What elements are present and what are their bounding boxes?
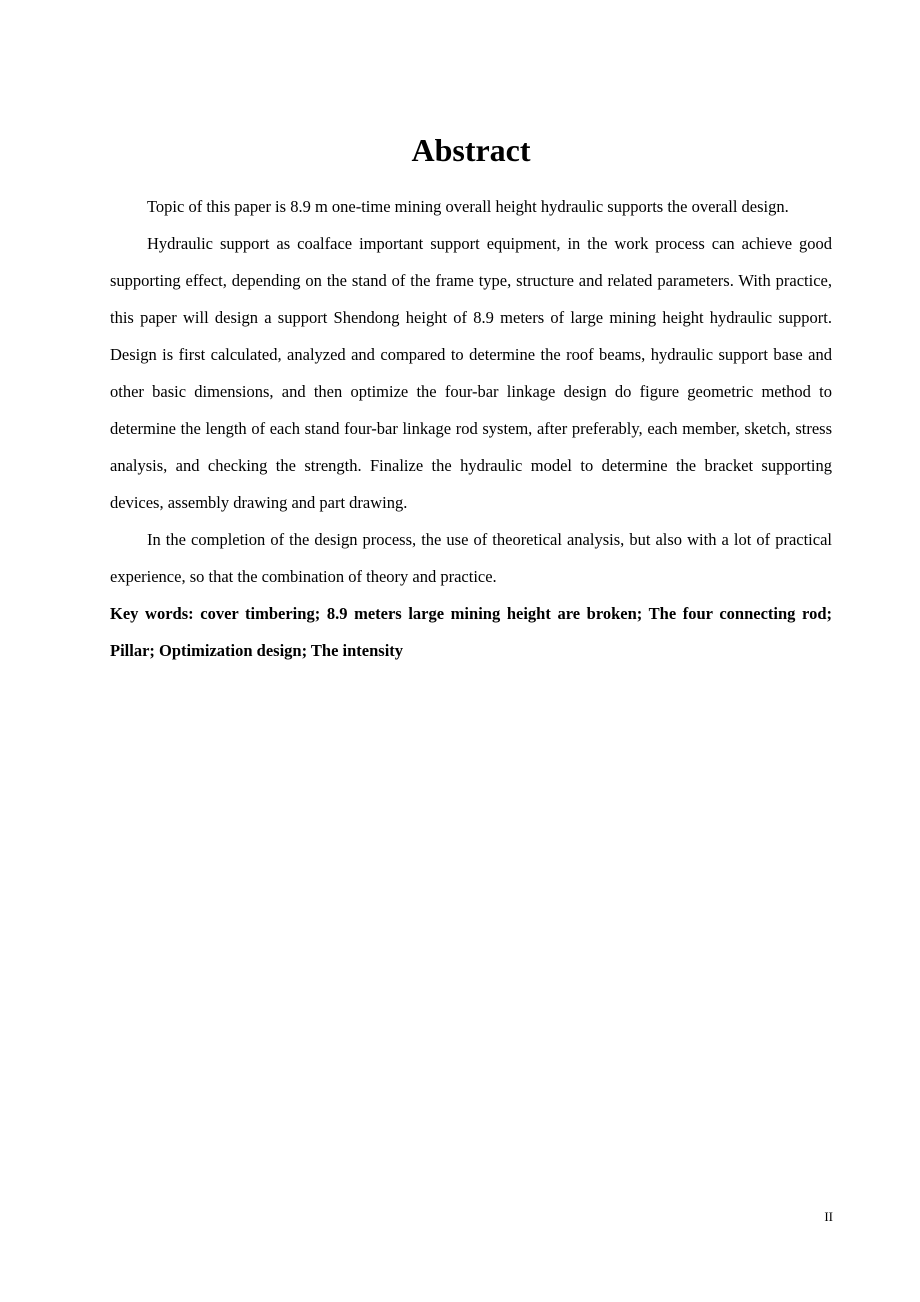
page-number: II — [824, 1209, 833, 1224]
keywords: Key words: cover timbering; 8.9 meters large mining height are broken; The four connecting rod; Pillar; Optimization design; The intensity — [110, 604, 832, 660]
page-title: Abstract — [411, 132, 531, 168]
abstract-paragraph-1: Topic of this paper is 8.9 m one-time mining overall height hydraulic supports the overall design. — [147, 197, 789, 216]
abstract-paragraph-3: In the completion of the design process, the use of theoretical analysis, but also with a lot of practical experience, so that the combination of theory and practice. — [110, 530, 832, 586]
abstract-body — [110, 188, 832, 669]
abstract-paragraph-2: Hydraulic support as coalface important support equipment, in the work process can achieve good supporting effect, depending on the stand of the frame type, structure and related parameters. With practice, this paper will design a support Shendong height of 8.9 meters of large mining height hydraulic support. Design is first calculated, analyzed and compared to determine the roof beams, hydraulic support base and other basic dimensions, and then optimize the four-bar linkage design do figure geometric method to determine the length of each stand four-bar linkage rod system, after preferably, each member, sketch, stress analysis, and checking the strength. Finalize the hydraulic model to determine the bracket supporting devices, assembly drawing and part drawing. — [110, 234, 832, 512]
